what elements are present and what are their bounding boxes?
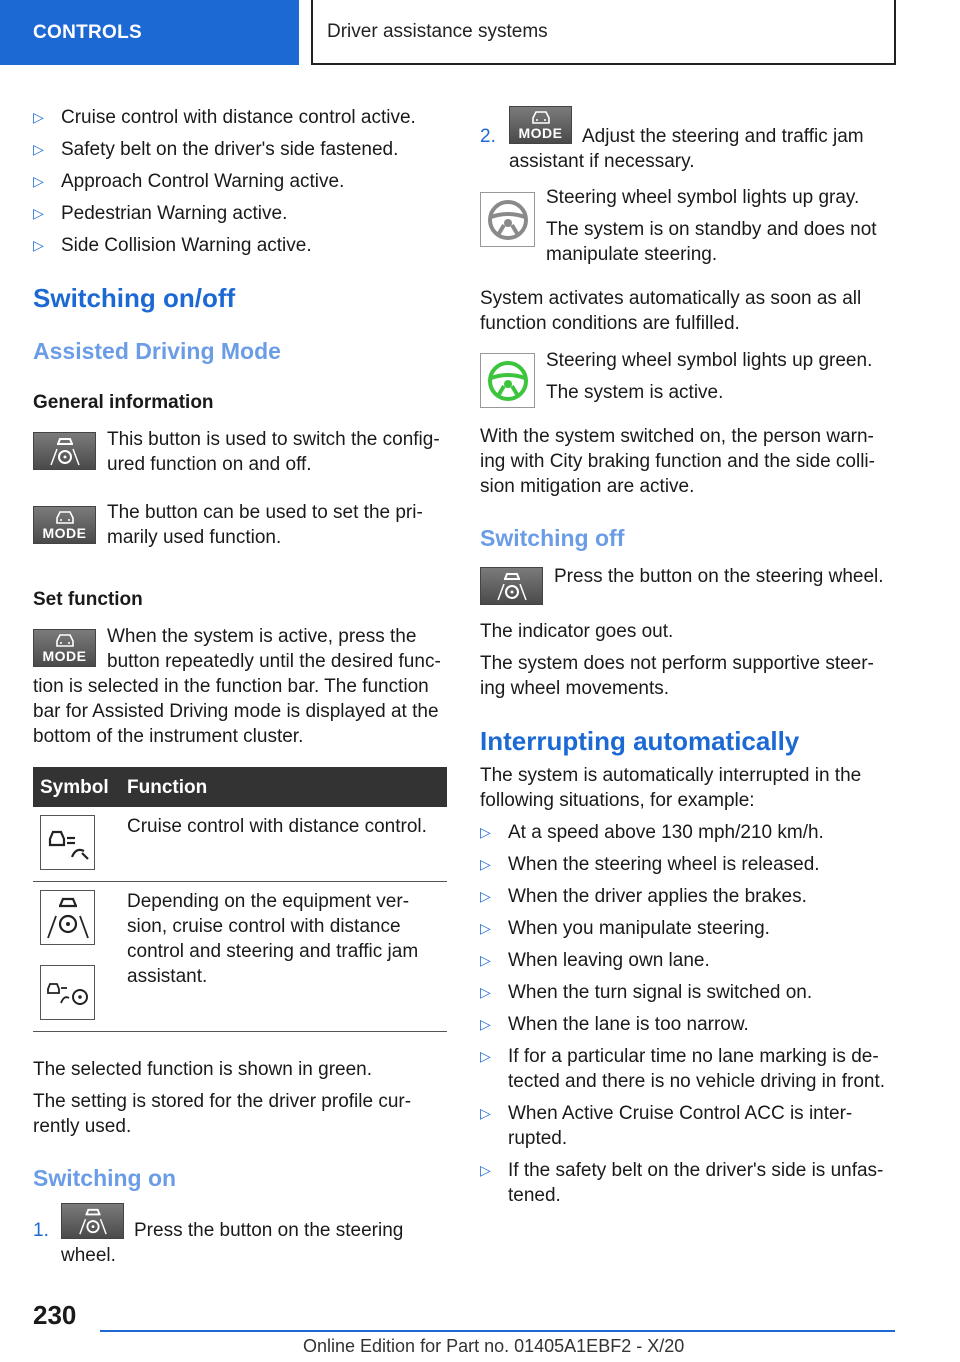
step1-text-cont: wheel. (61, 1245, 116, 1266)
section-tab (0, 0, 299, 65)
steering-assist-symbol (40, 890, 95, 945)
car-icon (54, 511, 76, 525)
after-table-text: The selected function is shown in green. The setting is stored for the driver profile cur- rently used. (33, 1059, 412, 1137)
switch-off-text: Press the button on the steering wheel. (554, 566, 884, 587)
car-steering-icon (492, 570, 532, 602)
table-row-2-function: Depending on the equipment ver- sion, cruise control with distance control and steering and traffic jam assistant. (127, 891, 419, 987)
set-text-a: When the system is active, press the button repeatedly until the desired func- (107, 626, 441, 672)
triangle-bullet-icon: ▷ (480, 824, 491, 840)
list-item: ▷ Safety belt on the driver's side fastened. (33, 139, 399, 160)
steering-wheel-icon (485, 197, 531, 243)
triangle-bullet-icon: ▷ (33, 109, 44, 125)
list-item: ▷ Pedestrian Warning active. (33, 203, 288, 224)
assist-button-icon (33, 432, 96, 470)
step1-text: Press the button on the steering (134, 1220, 404, 1241)
mode-button-icon: MODE (509, 106, 572, 144)
footer-rule (100, 1330, 895, 1332)
list-item: ▷ If the safety belt on the driver's side is unfas- tened. (480, 1160, 884, 1206)
mode-button-icon: MODE (33, 506, 96, 544)
list-item: ▷ At a speed above 130 mph/210 km/h. (480, 822, 824, 843)
table-divider (33, 1031, 447, 1032)
list-item: ▷ When you manipulate steering. (480, 918, 770, 939)
step-number: 1. (33, 1220, 49, 1241)
list-item: ▷ Approach Control Warning active. (33, 171, 345, 192)
list-item: ▷ When the turn signal is switched on. (480, 982, 813, 1003)
chapter-title: Driver assistance systems (327, 21, 548, 42)
set-text-b: tion is selected in the function bar. The function bar for Assisted Driving mode is displayed at the bottom of the instrument cluster. (33, 676, 439, 747)
cruise-steering-symbol (40, 965, 95, 1020)
heading-general-information: General information (33, 392, 214, 413)
step2-text: Adjust the steering and traffic jam (582, 126, 864, 147)
triangle-bullet-icon: ▷ (33, 205, 44, 221)
heading-switching-on-off: Switching on/off (33, 283, 236, 313)
gray-symbol-text: Steering wheel symbol lights up gray. The system is on standby and does not manipulate steering. (546, 187, 877, 265)
page-number: 230 (33, 1300, 77, 1330)
car-steering-icon (73, 1206, 113, 1236)
triangle-bullet-icon: ▷ (480, 1048, 491, 1064)
green-symbol-text: Steering wheel symbol lights up green. The system is active. (546, 350, 873, 403)
heading-interrupting: Interrupting automatically (480, 726, 800, 756)
triangle-bullet-icon: ▷ (480, 856, 491, 872)
steering-green-symbol (480, 353, 535, 408)
chapter-tab (311, 0, 896, 65)
steering-gray-symbol (480, 192, 535, 247)
list-item: ▷ Cruise control with distance control active. (33, 107, 416, 128)
edition-text: Online Edition for Part no. 01405A1EBF2 - X/20 (303, 1336, 685, 1356)
triangle-bullet-icon: ▷ (33, 173, 44, 189)
interrupt-intro: The system is automatically interrupted in the following situations, for example: (480, 765, 862, 811)
triangle-bullet-icon: ▷ (33, 237, 44, 253)
list-item: ▷ When the driver applies the brakes. (480, 886, 807, 907)
general-text-2: The button can be used to set the pri- marily used function. (107, 502, 423, 548)
system-on-text: With the system switched on, the person warn- ing with City braking function and the side colli- sion mitigation are active. (480, 426, 875, 497)
triangle-bullet-icon: ▷ (480, 984, 491, 1000)
car-icon (530, 111, 552, 125)
triangle-bullet-icon: ▷ (480, 952, 491, 968)
triangle-bullet-icon: ▷ (480, 888, 491, 904)
list-item: ▷ Side Collision Warning active. (33, 235, 312, 256)
section-title: CONTROLS (33, 22, 143, 43)
switch-off-details: The indicator goes out. The system does not perform supportive steer- ing wheel movements. (480, 621, 874, 699)
triangle-bullet-icon: ▷ (480, 920, 491, 936)
cruise-steering-icon (44, 973, 92, 1013)
cruise-control-icon (44, 823, 92, 863)
list-item: ▷ When Active Cruise Control ACC is inter- rupted. (480, 1103, 853, 1149)
heading-set-function: Set function (33, 589, 143, 610)
triangle-bullet-icon: ▷ (480, 1162, 491, 1178)
triangle-bullet-icon: ▷ (480, 1016, 491, 1032)
car-steering-icon (45, 435, 85, 467)
triangle-bullet-icon: ▷ (33, 141, 44, 157)
mode-button-icon: MODE (33, 629, 96, 667)
list-item: ▷ When leaving own lane. (480, 950, 710, 971)
col-function: Function (127, 776, 208, 798)
auto-activation-text: System activates automatically as soon as all function conditions are fulfilled. (480, 288, 862, 334)
car-icon (54, 634, 76, 648)
col-symbol: Symbol (40, 776, 109, 798)
cruise-distance-symbol (40, 815, 95, 870)
heading-switching-on: Switching on (33, 1165, 177, 1191)
heading-switching-off: Switching off (480, 525, 625, 551)
step2-text-cont: assistant if necessary. (509, 151, 695, 172)
table-row-1-function: Cruise control with distance control. (127, 816, 427, 837)
list-item: ▷ When the steering wheel is released. (480, 854, 820, 875)
car-steering-icon (44, 894, 92, 942)
general-text-1: This button is used to switch the config- ured function on and off. (107, 429, 440, 475)
list-item: ▷ When the lane is too narrow. (480, 1014, 749, 1035)
step-number: 2. (480, 126, 496, 147)
heading-assisted-driving-mode: Assisted Driving Mode (33, 338, 281, 364)
steering-wheel-icon (485, 358, 531, 404)
triangle-bullet-icon: ▷ (480, 1105, 491, 1121)
table-divider (33, 881, 447, 882)
list-item: ▷ If for a particular time no lane marking is de- tected and there is no vehicle driving in front. (480, 1046, 886, 1092)
assist-button-icon (61, 1203, 124, 1239)
assist-button-icon (480, 567, 543, 605)
table-header (33, 767, 447, 807)
